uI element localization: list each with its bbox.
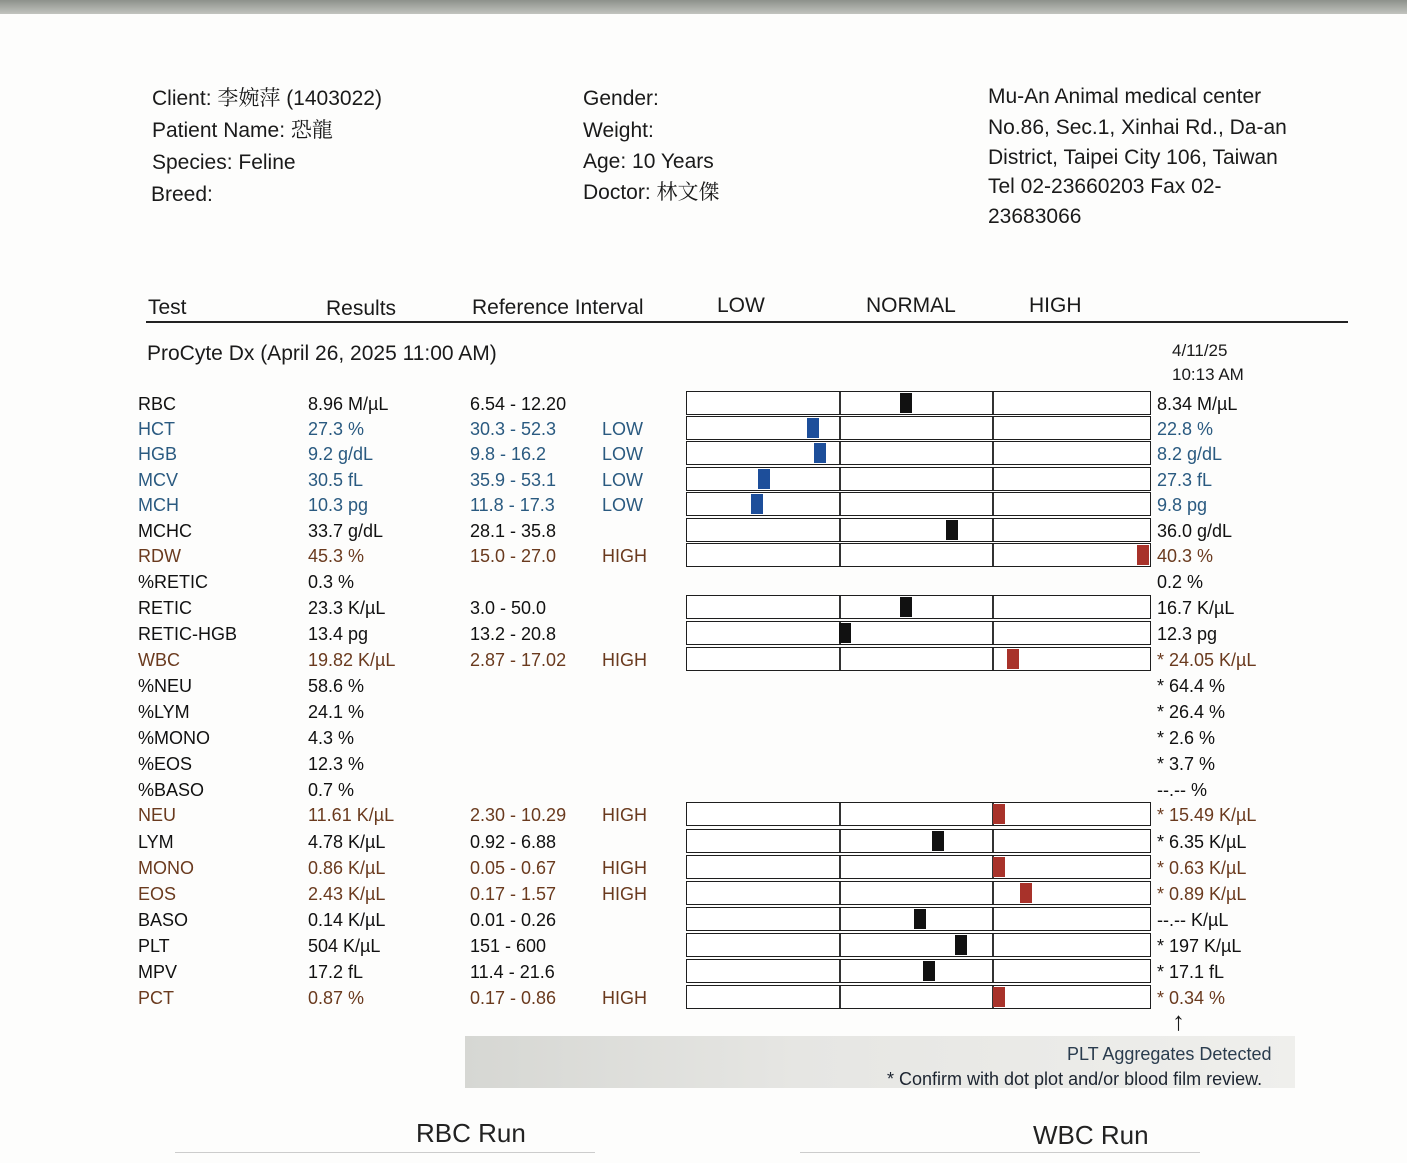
test-name: RETIC: [138, 598, 192, 618]
range-bar: [686, 595, 1151, 619]
table-row: [0, 673, 1407, 699]
table-row: [0, 621, 1407, 647]
result-marker: [900, 393, 912, 413]
range-bar: [686, 959, 1151, 983]
reference-interval: 151 - 600: [470, 936, 547, 956]
range-divider: [839, 986, 841, 1008]
table-row: [0, 467, 1407, 493]
reference-interval: 0.17 - 0.86: [470, 988, 557, 1008]
previous-result: 27.3 fL: [1157, 470, 1213, 490]
test-name: PLT: [138, 936, 170, 956]
result-value: 33.7 g/dL: [308, 521, 384, 541]
col-test: Test: [148, 296, 187, 319]
previous-result: * 2.6 %: [1157, 728, 1216, 748]
range-divider: [992, 417, 994, 439]
test-name: %BASO: [138, 780, 205, 800]
range-bar: [686, 621, 1151, 645]
range-divider: [992, 882, 994, 904]
range-divider: [839, 803, 841, 825]
flag-label: LOW: [602, 495, 644, 515]
range-divider: [839, 908, 841, 930]
result-value: 13.4 pg: [308, 624, 369, 644]
range-bar: [686, 416, 1151, 440]
clinic-fax-cont: 23683066: [988, 205, 1082, 228]
col-low: LOW: [717, 294, 765, 317]
range-divider: [992, 960, 994, 982]
range-divider: [839, 468, 841, 490]
previous-result: 36.0 g/dL: [1157, 521, 1233, 541]
result-value: 17.2 fL: [308, 962, 364, 982]
clinic-phone: Tel 02-23660203 Fax 02-: [988, 175, 1222, 198]
reference-interval: 2.87 - 17.02: [470, 650, 567, 670]
test-name: NEU: [138, 805, 177, 825]
col-reference: Reference Interval: [472, 296, 644, 319]
range-bar: [686, 492, 1151, 516]
range-divider: [839, 417, 841, 439]
table-row: [0, 751, 1407, 777]
previous-result: * 0.34 %: [1157, 988, 1226, 1008]
flag-label: HIGH: [602, 546, 647, 566]
rbc-run-rule: [175, 1152, 595, 1153]
range-divider: [992, 934, 994, 956]
result-marker: [807, 418, 819, 438]
range-bar: [686, 518, 1151, 542]
table-row: [0, 933, 1407, 959]
test-name: %EOS: [138, 754, 193, 774]
clinic-name: Mu-An Animal medical center: [988, 85, 1262, 108]
previous-result: 22.8 %: [1157, 419, 1214, 439]
previous-result: --.-- K/µL: [1157, 910, 1229, 930]
range-bar: [686, 933, 1151, 957]
test-name: %NEU: [138, 676, 193, 696]
doctor-line: Doctor: 林文傑: [583, 181, 720, 204]
reference-interval: 11.8 - 17.3: [470, 495, 555, 515]
table-row: [0, 985, 1407, 1011]
reference-interval: 3.0 - 50.0: [470, 598, 547, 618]
range-divider: [992, 622, 994, 644]
test-name: MONO: [138, 858, 194, 878]
previous-result: 8.34 M/µL: [1157, 394, 1238, 414]
result-marker: [923, 961, 935, 981]
result-marker: [993, 857, 1005, 877]
test-name: RDW: [138, 546, 181, 566]
flag-label: HIGH: [602, 988, 647, 1008]
result-marker: [1007, 649, 1019, 669]
result-value: 45.3 %: [308, 546, 365, 566]
previous-result: 12.3 pg: [1157, 624, 1218, 644]
reference-interval: 15.0 - 27.0: [470, 546, 557, 566]
test-name: LYM: [138, 832, 174, 852]
table-row: [0, 492, 1407, 518]
previous-result: 40.3 %: [1157, 546, 1214, 566]
flag-label: HIGH: [602, 858, 647, 878]
clinic-address-1: No.86, Sec.1, Xinhai Rd., Da-an: [988, 116, 1287, 139]
range-bar: [686, 855, 1151, 879]
result-value: 58.6 %: [308, 676, 365, 696]
flag-label: HIGH: [602, 884, 647, 904]
col-results: Results: [326, 297, 397, 320]
range-divider: [992, 442, 994, 464]
run-title: ProCyte Dx (April 26, 2025 11:00 AM): [147, 342, 497, 365]
test-name: MCH: [138, 495, 179, 515]
test-name: %RETIC: [138, 572, 209, 592]
previous-result: 0.2 %: [1157, 572, 1204, 592]
range-divider: [839, 596, 841, 618]
reference-interval: 11.4 - 21.6: [470, 962, 555, 982]
range-divider: [839, 519, 841, 541]
result-marker: [1137, 545, 1149, 565]
result-value: 9.2 g/dL: [308, 444, 374, 464]
range-bar: [686, 441, 1151, 465]
table-row: [0, 907, 1407, 933]
result-marker: [955, 935, 967, 955]
rbc-run-label: RBC Run: [416, 1118, 526, 1148]
previous-result: * 15.49 K/µL: [1157, 805, 1257, 825]
test-name: %MONO: [138, 728, 210, 748]
previous-run-date: 4/11/25: [1172, 341, 1228, 360]
test-name: MCHC: [138, 521, 192, 541]
table-row: [0, 829, 1407, 855]
reference-interval: 0.17 - 1.57: [470, 884, 557, 904]
reference-interval: 0.05 - 0.67: [470, 858, 557, 878]
table-row: [0, 881, 1407, 907]
range-divider: [839, 648, 841, 670]
table-row: [0, 543, 1407, 569]
range-divider: [992, 493, 994, 515]
table-row: [0, 416, 1407, 442]
range-divider: [839, 442, 841, 464]
range-bar: [686, 467, 1151, 491]
clinic-address-2: District, Taipei City 106, Taiwan: [988, 146, 1278, 169]
test-name: HGB: [138, 444, 178, 464]
col-normal: NORMAL: [866, 294, 956, 317]
flag-label: LOW: [602, 470, 644, 490]
range-bar: [686, 543, 1151, 567]
result-value: 4.3 %: [308, 728, 355, 748]
table-row: [0, 959, 1407, 985]
reference-interval: 9.8 - 16.2: [470, 444, 547, 464]
result-value: 2.43 K/µL: [308, 884, 386, 904]
result-value: 8.96 M/µL: [308, 394, 389, 414]
result-value: 19.82 K/µL: [308, 650, 396, 670]
test-name: %LYM: [138, 702, 190, 722]
result-value: 30.5 fL: [308, 470, 364, 490]
result-marker: [1020, 883, 1032, 903]
flag-label: HIGH: [602, 805, 647, 825]
confirm-note: * Confirm with dot plot and/or blood film review.: [887, 1069, 1263, 1089]
flag-label: LOW: [602, 444, 644, 464]
result-marker: [900, 597, 912, 617]
result-value: 11.61 K/µL: [308, 805, 395, 825]
previous-result: * 17.1 fL: [1157, 962, 1225, 982]
col-high: HIGH: [1029, 294, 1082, 317]
test-name: RBC: [138, 394, 177, 414]
result-value: 0.3 %: [308, 572, 355, 592]
reference-interval: 30.3 - 52.3: [470, 419, 557, 439]
range-divider: [992, 830, 994, 852]
result-value: 0.14 K/µL: [308, 910, 386, 930]
result-value: 27.3 %: [308, 419, 365, 439]
previous-run-time: 10:13 AM: [1172, 365, 1244, 384]
range-divider: [992, 468, 994, 490]
reference-interval: 35.9 - 53.1: [470, 470, 557, 490]
range-divider: [992, 544, 994, 566]
result-value: 24.1 %: [308, 702, 365, 722]
breed-line: Breed:: [151, 183, 213, 206]
table-row: [0, 699, 1407, 725]
range-divider: [839, 392, 841, 414]
previous-result: * 0.89 K/µL: [1157, 884, 1247, 904]
table-row: [0, 647, 1407, 673]
table-row: [0, 391, 1407, 417]
result-marker: [993, 987, 1005, 1007]
arrow-up-icon: ↑: [1172, 1006, 1185, 1036]
result-value: 23.3 K/µL: [308, 598, 386, 618]
table-row: [0, 777, 1407, 803]
range-bar: [686, 391, 1151, 415]
test-name: MCV: [138, 470, 178, 490]
previous-result: * 6.35 K/µL: [1157, 832, 1247, 852]
previous-result: 16.7 K/µL: [1157, 598, 1235, 618]
test-name: WBC: [138, 650, 180, 670]
patient-line: Patient Name: 恐龍: [152, 119, 333, 142]
range-divider: [839, 960, 841, 982]
table-row: [0, 855, 1407, 881]
range-divider: [992, 519, 994, 541]
previous-result: * 3.7 %: [1157, 754, 1216, 774]
result-value: 504 K/µL: [308, 936, 381, 956]
range-bar: [686, 829, 1151, 853]
range-bar: [686, 647, 1151, 671]
client-line: Client: 李婉萍 (1403022): [152, 87, 382, 110]
range-divider: [992, 596, 994, 618]
header-divider: [146, 321, 1348, 323]
wbc-run-rule: [800, 1152, 1200, 1153]
result-marker: [751, 494, 763, 514]
result-marker: [946, 520, 958, 540]
flag-label: LOW: [602, 419, 644, 439]
result-value: 12.3 %: [308, 754, 365, 774]
reference-interval: 2.30 - 10.29: [470, 805, 567, 825]
result-marker: [814, 443, 826, 463]
flag-label: HIGH: [602, 650, 647, 670]
previous-result: 9.8 pg: [1157, 495, 1208, 515]
table-row: [0, 569, 1407, 595]
result-value: 4.78 K/µL: [308, 832, 386, 852]
test-name: MPV: [138, 962, 178, 982]
range-divider: [992, 908, 994, 930]
previous-result: --.-- %: [1157, 780, 1207, 800]
range-divider: [839, 856, 841, 878]
result-value: 0.87 %: [308, 988, 365, 1008]
range-bar: [686, 881, 1151, 905]
previous-result: * 197 K/µL: [1157, 936, 1242, 956]
range-divider: [992, 392, 994, 414]
test-name: PCT: [138, 988, 174, 1008]
result-marker: [839, 623, 851, 643]
gender-line: Gender:: [583, 87, 659, 110]
reference-interval: 0.01 - 0.26: [470, 910, 557, 930]
range-bar: [686, 907, 1151, 931]
result-value: 0.86 K/µL: [308, 858, 386, 878]
reference-interval: 28.1 - 35.8: [470, 521, 557, 541]
range-divider: [839, 544, 841, 566]
table-row: [0, 595, 1407, 621]
species-line: Species: Feline: [152, 151, 296, 174]
previous-result: 8.2 g/dL: [1157, 444, 1223, 464]
result-marker: [914, 909, 926, 929]
result-marker: [932, 831, 944, 851]
range-divider: [992, 648, 994, 670]
weight-line: Weight:: [583, 119, 654, 142]
previous-result: * 24.05 K/µL: [1157, 650, 1257, 670]
previous-result: * 26.4 %: [1157, 702, 1226, 722]
test-name: HCT: [138, 419, 175, 439]
wbc-run-label: WBC Run: [1033, 1120, 1149, 1150]
result-marker: [993, 804, 1005, 824]
plt-aggregates-note: PLT Aggregates Detected: [1067, 1044, 1272, 1064]
table-row: [0, 802, 1407, 828]
test-name: RETIC-HGB: [138, 624, 237, 644]
range-bar: [686, 802, 1151, 826]
table-row: [0, 441, 1407, 467]
previous-result: * 0.63 K/µL: [1157, 858, 1247, 878]
previous-result: * 64.4 %: [1157, 676, 1226, 696]
range-divider: [839, 830, 841, 852]
table-row: [0, 518, 1407, 544]
result-value: 10.3 pg: [308, 495, 369, 515]
range-divider: [839, 882, 841, 904]
reference-interval: 6.54 - 12.20: [470, 394, 567, 414]
range-divider: [839, 934, 841, 956]
test-name: BASO: [138, 910, 189, 930]
range-divider: [839, 493, 841, 515]
reference-interval: 13.2 - 20.8: [470, 624, 557, 644]
range-bar: [686, 985, 1151, 1009]
reference-interval: 0.92 - 6.88: [470, 832, 557, 852]
table-row: [0, 725, 1407, 751]
test-name: EOS: [138, 884, 177, 904]
result-value: 0.7 %: [308, 780, 355, 800]
age-line: Age: 10 Years: [583, 150, 714, 173]
result-marker: [758, 469, 770, 489]
